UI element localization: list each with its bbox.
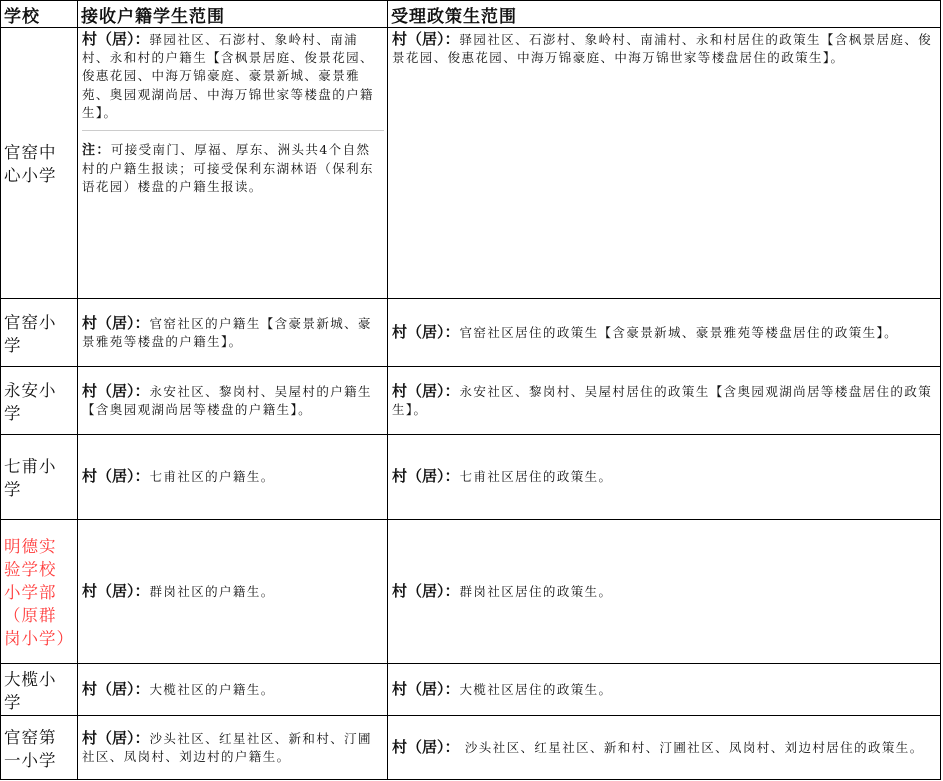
scope-text: 官窑社区居住的政策生【含豪景新城、豪景雅苑等楼盘居住的政策生】。 bbox=[459, 324, 899, 340]
scope-text: 永安社区、黎岗村、吴屋村的户籍生【含奥园观湖尚居等楼盘的户籍生】。 bbox=[82, 383, 372, 417]
accept-scope-note bbox=[82, 130, 384, 197]
scope-text: 沙头社区、红星社区、新和村、汀圃社区、凤岗村、刘边村居住的政策生。 bbox=[459, 739, 924, 755]
header-accept-scope: 接收户籍学生范围 bbox=[78, 1, 388, 28]
scope-lead: 村（居）： bbox=[392, 737, 460, 756]
accept-scope-main bbox=[82, 30, 384, 122]
table-row bbox=[1, 367, 941, 435]
policy-scope-cell bbox=[388, 435, 941, 520]
scope-lead: 村（居）： bbox=[82, 381, 150, 400]
table-row bbox=[1, 716, 941, 780]
table-row bbox=[1, 299, 941, 367]
scope-lead: 村（居）： bbox=[82, 679, 150, 698]
header-school: 学校 bbox=[1, 1, 78, 28]
scope-lead: 村（居）： bbox=[82, 728, 150, 747]
accept-scope-cell bbox=[78, 435, 388, 520]
scope-text: 永安社区、黎岗村、吴屋村居住的政策生【含奥园观湖尚居等楼盘居住的政策生】。 bbox=[392, 383, 933, 417]
accept-scope-cell bbox=[78, 28, 388, 299]
scope-lead: 村（居）： bbox=[82, 467, 150, 486]
table-row bbox=[1, 435, 941, 520]
note-text: 可接受南门、厚福、厚东、洲头共4个自然村的户籍生报读；可接受保利东湖林语（保利东语花园）楼盘的户籍生报读。 bbox=[82, 142, 374, 195]
scope-text: 七甫社区居住的政策生。 bbox=[459, 469, 613, 485]
scope-text: 驿园社区、石澎村、象岭村、南浦村、永和村居住的政策生【含枫景居庭、俊景花园、俊惠花园、中海万锦豪庭、中海万锦世家等楼盘居住的政策生】。 bbox=[392, 32, 933, 66]
header-policy-scope: 受理政策生范围 bbox=[388, 1, 941, 28]
scope-lead: 村（居）： bbox=[392, 679, 460, 698]
accept-scope-cell bbox=[78, 367, 388, 435]
accept-scope-cell bbox=[78, 716, 388, 780]
scope-lead: 村（居）： bbox=[392, 322, 460, 341]
school-name: 官窑中心小学 bbox=[1, 28, 78, 299]
school-name: 永安小学 bbox=[1, 367, 78, 435]
policy-scope-cell bbox=[388, 716, 941, 780]
school-name: 七甫小学 bbox=[1, 435, 78, 520]
policy-scope-cell bbox=[388, 28, 941, 299]
scope-text: 大榄社区的户籍生。 bbox=[149, 681, 275, 697]
scope-text: 官窑社区的户籍生【含豪景新城、豪景雅苑等楼盘的户籍生】。 bbox=[82, 315, 372, 349]
scope-lead: 村（居）： bbox=[82, 581, 150, 600]
school-name: 官窑第一小学 bbox=[1, 716, 78, 780]
school-name: 官窑小学 bbox=[1, 299, 78, 367]
scope-text: 群岗社区居住的政策生。 bbox=[459, 583, 613, 599]
table-row bbox=[1, 520, 941, 664]
accept-scope-cell bbox=[78, 664, 388, 716]
school-name: 大榄小学 bbox=[1, 664, 78, 716]
school-name: 明德实验学校小学部（原群岗小学） bbox=[1, 520, 78, 664]
accept-scope-cell bbox=[78, 299, 388, 367]
scope-text: 沙头社区、红星社区、新和村、汀圃社区、凤岗村、刘边村的户籍生。 bbox=[82, 730, 372, 764]
note-lead: 注： bbox=[82, 143, 111, 159]
header-row bbox=[1, 1, 941, 28]
scope-text: 驿园社区、石澎村、象岭村、南浦村、永和村的户籍生【含枫景居庭、俊景花园、俊惠花园、中海万锦豪庭、豪景新城、豪景雅苑、奥园观湖尚居、中海万锦世家等楼盘的户籍生】。 bbox=[82, 32, 374, 120]
scope-lead: 村（居）： bbox=[392, 467, 460, 486]
accept-scope-cell bbox=[78, 520, 388, 664]
policy-scope-cell bbox=[388, 520, 941, 664]
scope-text: 群岗社区的户籍生。 bbox=[149, 583, 275, 599]
table-row bbox=[1, 28, 941, 299]
policy-scope-cell bbox=[388, 367, 941, 435]
scope-lead: 村（居）： bbox=[82, 313, 150, 332]
scope-lead: 村（居）： bbox=[82, 30, 150, 48]
scope-text: 七甫社区的户籍生。 bbox=[149, 469, 275, 485]
scope-text: 大榄社区居住的政策生。 bbox=[459, 681, 613, 697]
scope-lead: 村（居）： bbox=[392, 581, 460, 600]
scope-lead: 村（居）： bbox=[392, 30, 460, 48]
scope-lead: 村（居）： bbox=[392, 381, 460, 400]
policy-scope-cell bbox=[388, 664, 941, 716]
table-row bbox=[1, 664, 941, 716]
policy-scope-cell bbox=[388, 299, 941, 367]
